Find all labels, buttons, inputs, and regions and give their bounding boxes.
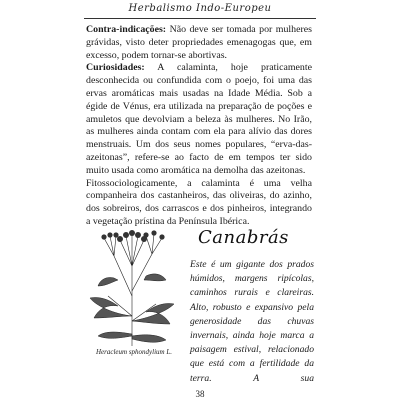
contraindicacoes-label: Contra-indicações: [86, 24, 167, 35]
fitossociologia-paragraph: Fitossociologicamente, a calaminta é uma velha companheira dos castanheiros, das oliveiras, do azinho, dos sobreiros, dos carrascos e dos pinheiros, integrando a vegetação prístina da Península Ibérica. [86, 177, 312, 227]
section-intro: Este é um gigante dos prados húmidos, margens ripícolas, caminhos rurais e clareiras. Alto, robusto e expansivo pela generosidade das chuvas invernais, ainda hoje marca a paisagem estival, relacionado que está com a fertilidade da terra. A sua [190, 259, 314, 384]
curiosidades-label: Curiosidades: [86, 62, 145, 74]
main-text [86, 24, 312, 229]
plant-illustration [84, 226, 180, 362]
section-title: Canabrás [198, 227, 289, 248]
curiosidades-text: A calaminta, hoje praticamente desconhecida ou confundida com o poejo, foi uma das ervas aromáticas mais usadas na Idade Média. Sob a égide de Vénus, era utilizada na preparação de poções e amuletos que devolviam a beleza às mulheres. No Irão, as mulheres ainda contam com ela para alívio das dores menstruais. Um dos seus nomes populares, “erva-das-azeitonas”, refere-se ao facto de em tempos ter sido muito usada como aromática na demolha das azeitonas. [86, 62, 312, 176]
plant-caption: Heracleum sphondylium L. [95, 348, 173, 356]
page-number: 38 [195, 389, 205, 399]
running-title: Herbalismo Indo-Europeu [128, 3, 272, 14]
contraindicacoes-paragraph [86, 24, 312, 62]
contraindicacoes-text: Não deve ser tomada por mulheres grávidas, visto deter propriedades emenagogas que, em excesso, podem tornar-se abortivas. [86, 24, 312, 61]
header-rule [84, 18, 316, 19]
curiosidades-paragraph [86, 62, 312, 177]
